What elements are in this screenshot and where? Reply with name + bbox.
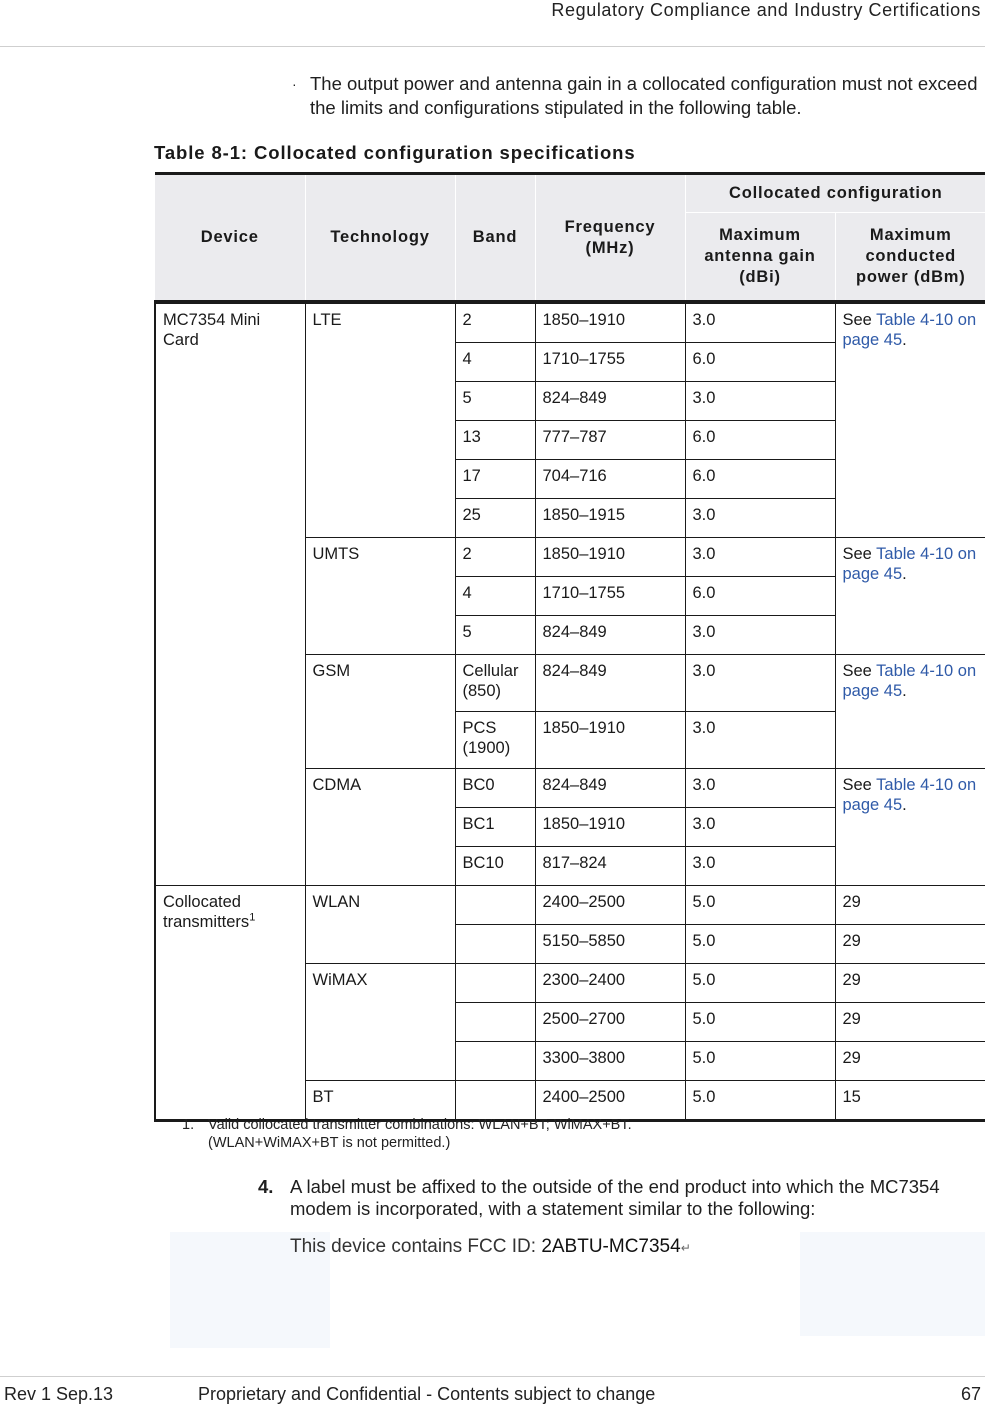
gain-cell: 3.0 xyxy=(685,655,835,712)
power-reference-cell xyxy=(835,769,985,886)
band-cell xyxy=(455,1003,535,1042)
footnote-line-1: Valid collocated transmitter combinations: WLAN+BT; WiMAX+BT. xyxy=(208,1117,632,1133)
frequency-cell: 2400–2500 xyxy=(535,886,685,925)
bullet-text: The output power and antenna gain in a collocated configuration must not exceed the limits and configurations stipulated in the following table. xyxy=(310,73,978,118)
frequency-cell: 1710–1755 xyxy=(535,577,685,616)
header-divider xyxy=(0,46,985,47)
gain-cell: 5.0 xyxy=(685,925,835,964)
technology-cell: WLAN xyxy=(305,886,455,964)
band-cell xyxy=(455,1042,535,1081)
frequency-cell: 1850–1915 xyxy=(535,499,685,538)
device-cell xyxy=(155,886,305,1121)
frequency-cell: 1850–1910 xyxy=(535,302,685,343)
frequency-cell: 1850–1910 xyxy=(535,538,685,577)
see-suffix: . xyxy=(902,796,907,814)
band-cell: 4 xyxy=(455,577,535,616)
gain-cell: 5.0 xyxy=(685,886,835,925)
power-cell: 29 xyxy=(835,1003,985,1042)
frequency-cell: 777–787 xyxy=(535,421,685,460)
band-cell: 5 xyxy=(455,616,535,655)
table-4-10-link[interactable]: Table 4-10 on page 45 xyxy=(842,662,977,700)
power-reference-cell xyxy=(835,655,985,769)
table-4-10-link[interactable]: Table 4-10 on page 45 xyxy=(842,311,977,349)
header-max-conducted-power: Maximum conducted power (dBm) xyxy=(835,213,985,303)
gain-cell: 5.0 xyxy=(685,1081,835,1121)
paragraph-mark-icon: ↵ xyxy=(680,1241,691,1255)
band-cell xyxy=(455,886,535,925)
band-cell: 5 xyxy=(455,382,535,421)
device-cell: MC7354 Mini Card xyxy=(155,302,305,886)
frequency-cell: 704–716 xyxy=(535,460,685,499)
technology-cell: CDMA xyxy=(305,769,455,886)
gain-cell: 3.0 xyxy=(685,808,835,847)
band-cell xyxy=(455,925,535,964)
band-cell xyxy=(455,964,535,1003)
header-band: Band xyxy=(455,174,535,303)
footnote-line-2: (WLAN+WiMAX+BT is not permitted.) xyxy=(208,1135,451,1151)
header-frequency: Frequency (MHz) xyxy=(535,174,685,303)
see-suffix: . xyxy=(902,331,907,349)
gain-cell: 5.0 xyxy=(685,964,835,1003)
band-cell: BC10 xyxy=(455,847,535,886)
header-device: Device xyxy=(155,174,305,303)
power-cell: 15 xyxy=(835,1081,985,1121)
header-collocated-configuration: Collocated configuration xyxy=(685,174,985,213)
see-suffix: . xyxy=(902,565,907,583)
frequency-cell: 3300–3800 xyxy=(535,1042,685,1081)
table-row xyxy=(155,302,985,343)
table-4-10-link[interactable]: Table 4-10 on page 45 xyxy=(842,545,977,583)
power-reference-cell xyxy=(835,302,985,538)
power-reference-cell xyxy=(835,538,985,655)
frequency-cell: 2300–2400 xyxy=(535,964,685,1003)
gain-cell: 6.0 xyxy=(685,460,835,499)
frequency-cell: 824–849 xyxy=(535,616,685,655)
gain-cell: 6.0 xyxy=(685,421,835,460)
band-cell xyxy=(455,1081,535,1121)
footer-revision: Rev 1 Sep.13 xyxy=(4,1384,114,1404)
frequency-cell: 1710–1755 xyxy=(535,343,685,382)
gain-cell: 3.0 xyxy=(685,712,835,769)
band-cell: 25 xyxy=(455,499,535,538)
band-cell: BC1 xyxy=(455,808,535,847)
technology-cell: GSM xyxy=(305,655,455,769)
frequency-cell: 824–849 xyxy=(535,655,685,712)
technology-cell: WiMAX xyxy=(305,964,455,1081)
gain-cell: 3.0 xyxy=(685,616,835,655)
band-cell: BC0 xyxy=(455,769,535,808)
gain-cell: 6.0 xyxy=(685,343,835,382)
band-cell: 13 xyxy=(455,421,535,460)
band-cell: PCS (1900) xyxy=(455,712,535,769)
step-text: A label must be affixed to the outside of the end product into which the MC7354 modem is incorporated, with a statement similar to the following: xyxy=(290,1176,940,1219)
gain-cell: 3.0 xyxy=(685,538,835,577)
table-4-10-link[interactable]: Table 4-10 on page 45 xyxy=(842,776,977,814)
frequency-cell: 1850–1910 xyxy=(535,808,685,847)
band-cell: 2 xyxy=(455,538,535,577)
power-cell: 29 xyxy=(835,1042,985,1081)
band-cell: 4 xyxy=(455,343,535,382)
frequency-cell: 817–824 xyxy=(535,847,685,886)
frequency-cell: 2500–2700 xyxy=(535,1003,685,1042)
see-suffix: . xyxy=(902,682,907,700)
label-background-right xyxy=(800,1232,985,1336)
power-cell: 29 xyxy=(835,925,985,964)
table-row xyxy=(155,886,985,925)
power-cell: 29 xyxy=(835,964,985,1003)
collocated-transmitters-label: Collocated transmitters xyxy=(163,893,250,931)
running-header: Regulatory Compliance and Industry Certifications xyxy=(551,0,981,20)
fcc-prefix: This device contains FCC ID: xyxy=(290,1236,542,1257)
band-cell: Cellular (850) xyxy=(455,655,535,712)
collocated-config-table xyxy=(154,172,985,1122)
gain-cell: 5.0 xyxy=(685,1003,835,1042)
frequency-cell: 824–849 xyxy=(535,382,685,421)
see-prefix: See xyxy=(842,776,877,794)
see-prefix: See xyxy=(842,311,877,329)
gain-cell: 6.0 xyxy=(685,577,835,616)
technology-cell: BT xyxy=(305,1081,455,1121)
gain-cell: 3.0 xyxy=(685,847,835,886)
header-max-antenna-gain: Maximum antenna gain (dBi) xyxy=(685,213,835,303)
table-caption: Table 8-1: Collocated configuration specifications xyxy=(154,142,636,163)
technology-cell: LTE xyxy=(305,302,455,538)
band-cell: 2 xyxy=(455,302,535,343)
footnote-text xyxy=(208,1116,768,1152)
bullet-dot: · xyxy=(292,76,297,92)
footnote-number: 1. xyxy=(182,1117,195,1133)
see-prefix: See xyxy=(842,545,877,563)
band-cell: 17 xyxy=(455,460,535,499)
frequency-cell: 1850–1910 xyxy=(535,712,685,769)
gain-cell: 3.0 xyxy=(685,769,835,808)
frequency-cell: 2400–2500 xyxy=(535,1081,685,1121)
see-prefix: See xyxy=(842,662,877,680)
step-number: 4. xyxy=(258,1176,274,1197)
gain-cell: 5.0 xyxy=(685,1042,835,1081)
footer-divider xyxy=(0,1376,985,1377)
footnote-ref[interactable]: 1 xyxy=(249,911,256,924)
technology-cell: UMTS xyxy=(305,538,455,655)
gain-cell: 3.0 xyxy=(685,499,835,538)
frequency-cell: 5150–5850 xyxy=(535,925,685,964)
power-cell: 29 xyxy=(835,886,985,925)
footer-confidentiality: Proprietary and Confidential - Contents subject to change xyxy=(198,1384,656,1404)
header-technology: Technology xyxy=(305,174,455,303)
fcc-statement xyxy=(290,1236,691,1258)
page-number: 67 xyxy=(960,1384,981,1404)
frequency-cell: 824–849 xyxy=(535,769,685,808)
gain-cell: 3.0 xyxy=(685,382,835,421)
gain-cell: 3.0 xyxy=(685,302,835,343)
fcc-id: 2ABTU-MC7354 xyxy=(541,1236,681,1257)
